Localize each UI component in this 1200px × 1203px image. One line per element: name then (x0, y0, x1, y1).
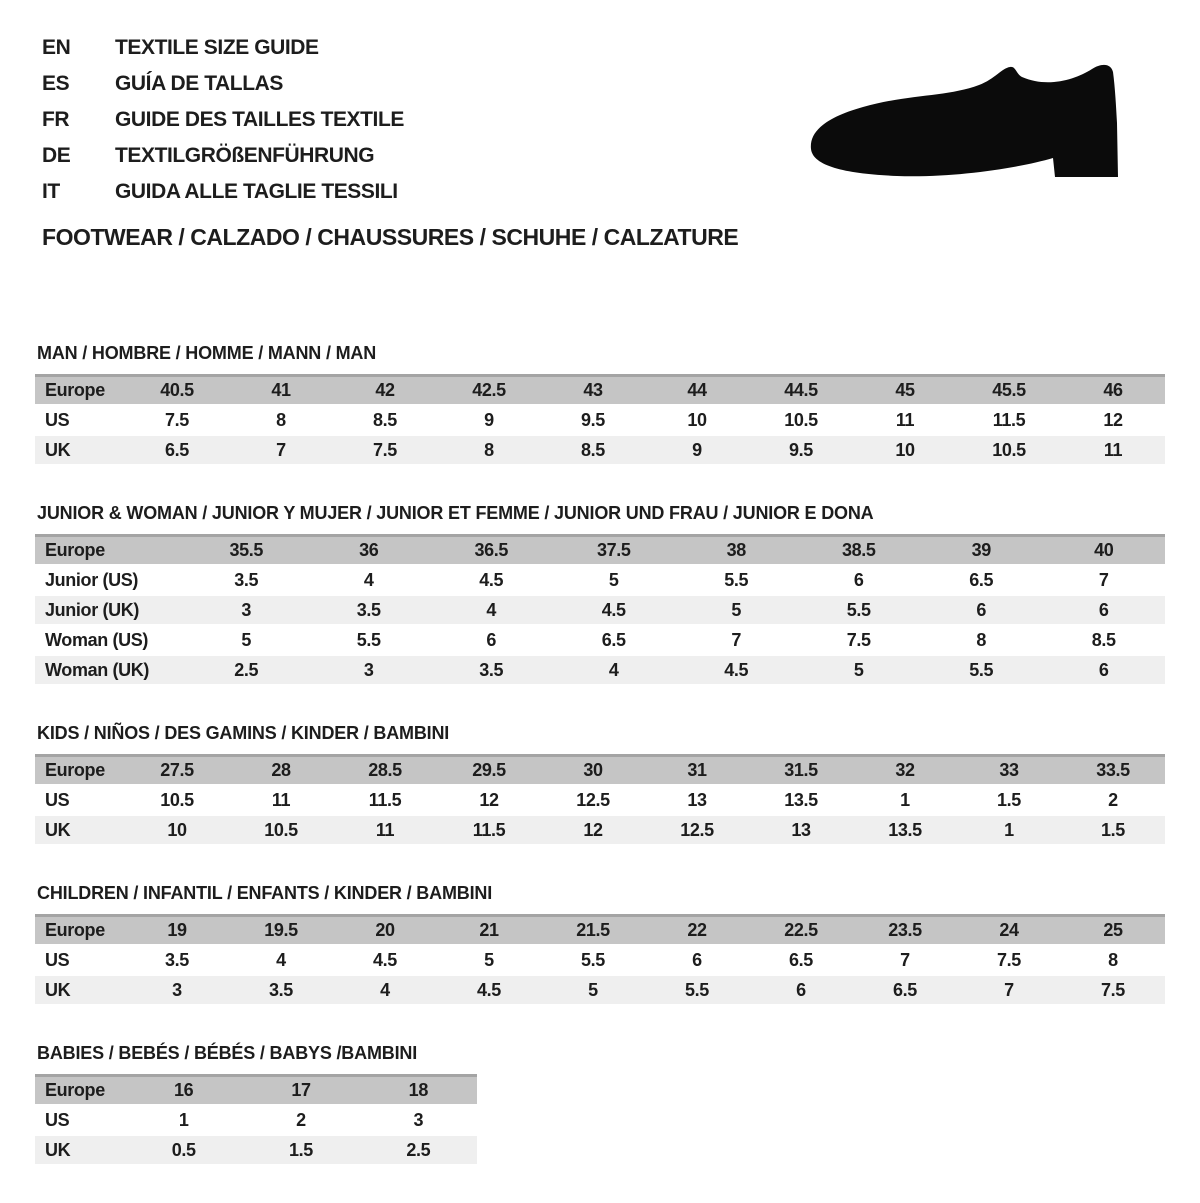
size-cell: 2 (242, 1106, 359, 1136)
table-row-uk (35, 1136, 477, 1166)
size-cell: 3 (185, 596, 308, 626)
size-cell: 2 (1061, 786, 1165, 816)
size-table-junior-woman (35, 534, 1165, 686)
size-cell: 3.5 (430, 656, 553, 686)
row-label: UK (35, 816, 125, 846)
size-cell: 7 (675, 626, 798, 656)
size-cell: 13.5 (749, 786, 853, 816)
size-table-babies (35, 1074, 477, 1166)
size-table-children (35, 914, 1165, 1006)
row-label: US (35, 786, 125, 816)
size-cell: 6.5 (749, 946, 853, 976)
size-cell: 35.5 (185, 534, 308, 566)
size-cell: 46 (1061, 374, 1165, 406)
row-label: US (35, 406, 125, 436)
size-cell: 45 (853, 374, 957, 406)
size-cell: 10 (645, 406, 749, 436)
language-title: GUIDE DES TAILLES TEXTILE (115, 108, 404, 131)
size-cell: 30 (541, 754, 645, 786)
size-cell: 8 (920, 626, 1043, 656)
size-cell: 10.5 (957, 436, 1061, 466)
size-cell: 8 (1061, 946, 1165, 976)
size-cell: 20 (333, 914, 437, 946)
size-cell: 7 (853, 946, 957, 976)
size-cell: 44 (645, 374, 749, 406)
size-cell: 21.5 (541, 914, 645, 946)
size-section-babies (35, 1043, 1165, 1166)
row-label: Woman (UK) (35, 656, 185, 686)
size-cell: 11 (853, 406, 957, 436)
size-cell: 31 (645, 754, 749, 786)
language-code: FR (42, 108, 70, 131)
size-section-kids (35, 723, 1165, 846)
size-cell: 42.5 (437, 374, 541, 406)
language-title: TEXTILE SIZE GUIDE (115, 36, 319, 59)
size-cell: 40.5 (125, 374, 229, 406)
size-cell: 11.5 (333, 786, 437, 816)
size-cell: 4.5 (553, 596, 676, 626)
language-row-en (42, 30, 404, 66)
size-cell: 22.5 (749, 914, 853, 946)
size-cell: 33.5 (1061, 754, 1165, 786)
size-cell: 21 (437, 914, 541, 946)
table-row-woman-uk (35, 656, 1165, 686)
size-cell: 5 (185, 626, 308, 656)
size-cell: 11.5 (437, 816, 541, 846)
size-cell: 1.5 (242, 1136, 359, 1166)
size-cell: 7.5 (798, 626, 921, 656)
language-code: EN (42, 36, 71, 59)
size-cell: 17 (242, 1074, 359, 1106)
table-row-uk (35, 436, 1165, 466)
size-cell: 8 (437, 436, 541, 466)
language-row-it (42, 174, 404, 210)
size-cell: 42 (333, 374, 437, 406)
size-cell: 8 (229, 406, 333, 436)
size-cell: 5.5 (798, 596, 921, 626)
size-cell: 1.5 (957, 786, 1061, 816)
size-cell: 13.5 (853, 816, 957, 846)
size-section-children (35, 883, 1165, 1006)
size-cell: 9 (645, 436, 749, 466)
size-cell: 3.5 (308, 596, 431, 626)
size-cell: 31.5 (749, 754, 853, 786)
table-row-us (35, 946, 1165, 976)
size-cell: 40 (1043, 534, 1166, 566)
size-cell: 3.5 (229, 976, 333, 1006)
size-cell: 5.5 (675, 566, 798, 596)
size-cell: 7.5 (1061, 976, 1165, 1006)
row-label: US (35, 1106, 125, 1136)
language-row-fr (42, 102, 404, 138)
section-title: JUNIOR & WOMAN / JUNIOR Y MUJER / JUNIOR ET FEMME / JUNIOR UND FRAU / JUNIOR E DONA (37, 503, 874, 523)
size-cell: 10.5 (125, 786, 229, 816)
size-cell: 33 (957, 754, 1061, 786)
language-title: GUIDA ALLE TAGLIE TESSILI (115, 180, 398, 203)
size-cell: 6.5 (125, 436, 229, 466)
row-label: UK (35, 976, 125, 1006)
row-label: US (35, 946, 125, 976)
size-cell: 12 (437, 786, 541, 816)
category-heading: FOOTWEAR / CALZADO / CHAUSSURES / SCHUHE / CALZATURE (42, 224, 739, 250)
size-cell: 29.5 (437, 754, 541, 786)
size-cell: 1 (125, 1106, 242, 1136)
size-cell: 11 (229, 786, 333, 816)
size-cell: 5.5 (541, 946, 645, 976)
size-cell: 12.5 (541, 786, 645, 816)
size-cell: 5.5 (920, 656, 1043, 686)
size-cell: 5.5 (308, 626, 431, 656)
size-cell: 11 (333, 816, 437, 846)
table-row-junior-us (35, 566, 1165, 596)
size-cell: 4 (308, 566, 431, 596)
size-cell: 11.5 (957, 406, 1061, 436)
size-cell: 6 (645, 946, 749, 976)
section-title: BABIES / BEBÉS / BÉBÉS / BABYS /BAMBINI (37, 1043, 418, 1063)
size-cell: 37.5 (553, 534, 676, 566)
size-cell: 1.5 (1061, 816, 1165, 846)
size-cell: 6.5 (553, 626, 676, 656)
size-cell: 7.5 (333, 436, 437, 466)
size-cell: 12.5 (645, 816, 749, 846)
size-cell: 2.5 (360, 1136, 477, 1166)
size-cell: 28.5 (333, 754, 437, 786)
size-cell: 7.5 (125, 406, 229, 436)
section-title: CHILDREN / INFANTIL / ENFANTS / KINDER / BAMBINI (37, 883, 493, 903)
size-cell: 39 (920, 534, 1043, 566)
size-cell: 24 (957, 914, 1061, 946)
size-cell: 5 (675, 596, 798, 626)
language-row-es (42, 66, 404, 102)
size-cell: 7 (957, 976, 1061, 1006)
size-cell: 3 (308, 656, 431, 686)
size-table-kids (35, 754, 1165, 846)
size-cell: 7.5 (957, 946, 1061, 976)
size-cell: 5 (437, 946, 541, 976)
size-cell: 36 (308, 534, 431, 566)
size-cell: 6 (1043, 596, 1166, 626)
size-cell: 6.5 (920, 566, 1043, 596)
size-cell: 4 (229, 946, 333, 976)
size-cell: 4 (553, 656, 676, 686)
size-cell: 9 (437, 406, 541, 436)
size-cell: 5 (798, 656, 921, 686)
language-code: ES (42, 72, 70, 95)
size-cell: 32 (853, 754, 957, 786)
table-row-uk (35, 816, 1165, 846)
size-cell: 4.5 (430, 566, 553, 596)
section-title: KIDS / NIÑOS / DES GAMINS / KINDER / BAMBINI (37, 723, 450, 743)
size-cell: 16 (125, 1074, 242, 1106)
shoe-silhouette-icon (805, 60, 1137, 188)
table-row-uk (35, 976, 1165, 1006)
size-cell: 4.5 (675, 656, 798, 686)
size-cell: 1 (853, 786, 957, 816)
language-title: TEXTILGRÖßENFÜHRUNG (115, 144, 375, 167)
size-cell: 19 (125, 914, 229, 946)
size-cell: 7 (229, 436, 333, 466)
row-label: Europe (35, 534, 185, 566)
size-cell: 38.5 (798, 534, 921, 566)
size-cell: 4 (333, 976, 437, 1006)
size-cell: 18 (360, 1074, 477, 1106)
language-code: IT (42, 180, 60, 203)
row-label: Europe (35, 914, 125, 946)
size-cell: 27.5 (125, 754, 229, 786)
table-row-europe (35, 754, 1165, 786)
table-row-us (35, 1106, 477, 1136)
size-cell: 13 (749, 816, 853, 846)
size-cell: 3.5 (125, 946, 229, 976)
size-tables (35, 343, 1165, 1203)
size-cell: 3 (125, 976, 229, 1006)
size-cell: 4.5 (333, 946, 437, 976)
size-cell: 38 (675, 534, 798, 566)
size-cell: 9.5 (749, 436, 853, 466)
size-cell: 13 (645, 786, 749, 816)
row-label: Europe (35, 1074, 125, 1106)
size-cell: 45.5 (957, 374, 1061, 406)
size-cell: 0.5 (125, 1136, 242, 1166)
size-cell: 6 (1043, 656, 1166, 686)
language-title-list (42, 30, 404, 210)
size-cell: 12 (1061, 406, 1165, 436)
row-label: UK (35, 436, 125, 466)
table-row-europe (35, 374, 1165, 406)
size-cell: 9.5 (541, 406, 645, 436)
size-cell: 19.5 (229, 914, 333, 946)
size-section-junior-woman (35, 503, 1165, 686)
table-row-us (35, 406, 1165, 436)
table-row-junior-uk (35, 596, 1165, 626)
size-cell: 36.5 (430, 534, 553, 566)
row-label: Europe (35, 374, 125, 406)
size-cell: 10.5 (229, 816, 333, 846)
size-cell: 28 (229, 754, 333, 786)
size-cell: 6 (430, 626, 553, 656)
language-row-de (42, 138, 404, 174)
size-cell: 4 (430, 596, 553, 626)
size-cell: 8.5 (333, 406, 437, 436)
section-title: MAN / HOMBRE / HOMME / MANN / MAN (37, 343, 377, 363)
size-cell: 7 (1043, 566, 1166, 596)
size-cell: 6.5 (853, 976, 957, 1006)
size-cell: 41 (229, 374, 333, 406)
size-cell: 8.5 (541, 436, 645, 466)
size-cell: 10 (853, 436, 957, 466)
size-cell: 12 (541, 816, 645, 846)
size-cell: 5.5 (645, 976, 749, 1006)
size-cell: 3 (360, 1106, 477, 1136)
size-cell: 6 (749, 976, 853, 1006)
table-row-europe (35, 914, 1165, 946)
table-row-europe (35, 534, 1165, 566)
table-row-woman-us (35, 626, 1165, 656)
size-cell: 8.5 (1043, 626, 1166, 656)
table-row-us (35, 786, 1165, 816)
size-cell: 23.5 (853, 914, 957, 946)
row-label: Woman (US) (35, 626, 185, 656)
size-cell: 5 (553, 566, 676, 596)
table-row-europe (35, 1074, 477, 1106)
size-cell: 22 (645, 914, 749, 946)
row-label: Junior (US) (35, 566, 185, 596)
language-code: DE (42, 144, 71, 167)
size-cell: 11 (1061, 436, 1165, 466)
size-cell: 10 (125, 816, 229, 846)
size-cell: 10.5 (749, 406, 853, 436)
size-cell: 1 (957, 816, 1061, 846)
size-cell: 44.5 (749, 374, 853, 406)
size-cell: 6 (920, 596, 1043, 626)
size-cell: 4.5 (437, 976, 541, 1006)
size-cell: 3.5 (185, 566, 308, 596)
row-label: Junior (UK) (35, 596, 185, 626)
size-section-man (35, 343, 1165, 466)
language-title: GUÍA DE TALLAS (115, 72, 283, 95)
row-label: Europe (35, 754, 125, 786)
size-cell: 25 (1061, 914, 1165, 946)
size-cell: 2.5 (185, 656, 308, 686)
size-cell: 6 (798, 566, 921, 596)
row-label: UK (35, 1136, 125, 1166)
size-cell: 43 (541, 374, 645, 406)
size-table-man (35, 374, 1165, 466)
size-cell: 5 (541, 976, 645, 1006)
